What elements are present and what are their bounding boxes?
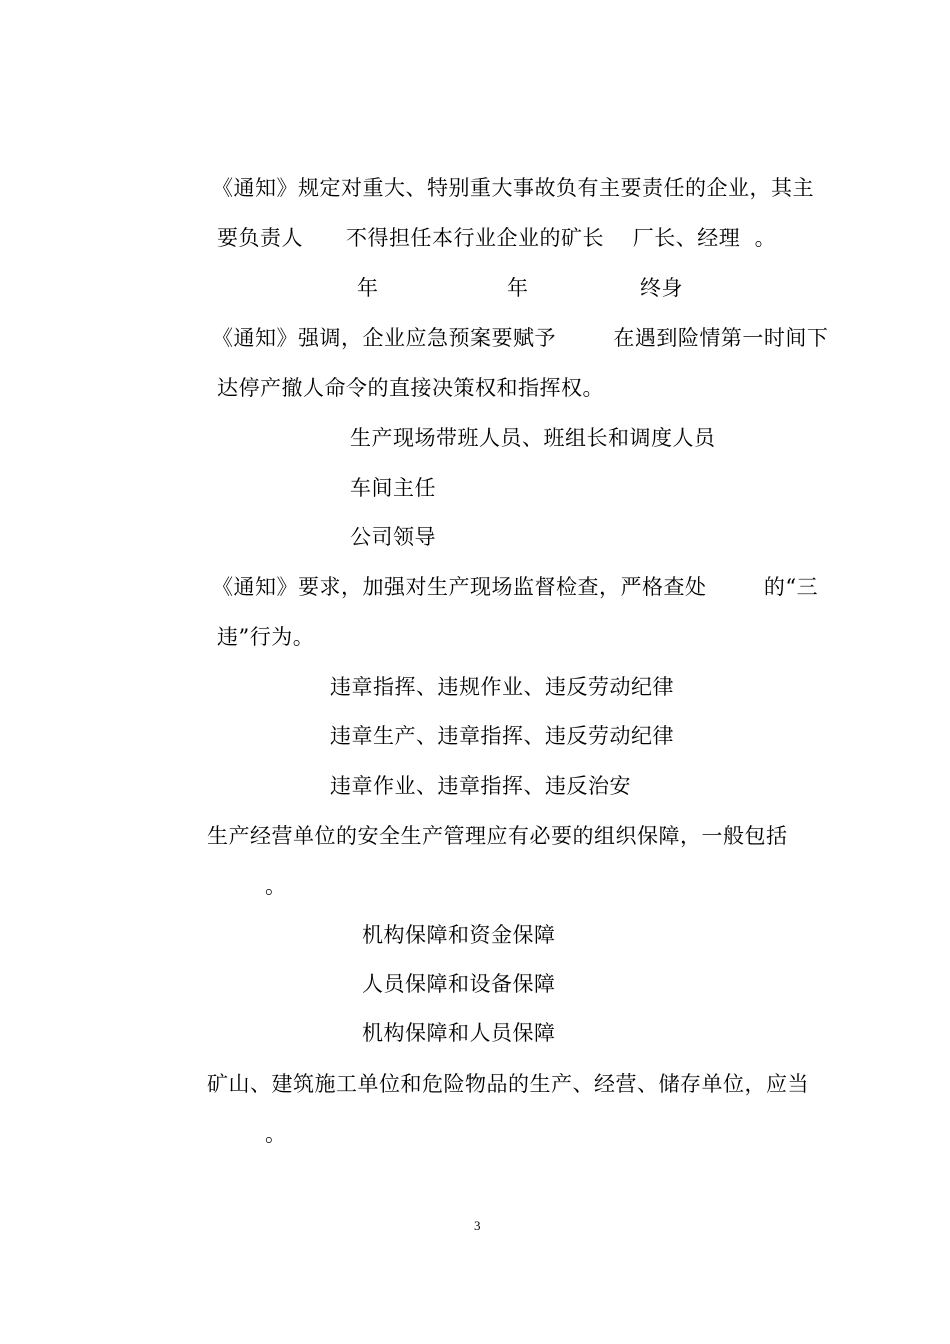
question-3-line-1: 《通知》要求，加强对生产现场监督检查，严格查处 的“三 <box>212 575 819 599</box>
page-number: 3 <box>474 1218 481 1233</box>
question-2-option-a: 生产现场带班人员、班组长和调度人员 <box>350 426 716 450</box>
question-2-option-c: 公司领导 <box>350 525 436 549</box>
question-1-option-a: 年 <box>357 276 379 300</box>
question-3-line-2: 违”行为。 <box>217 625 315 649</box>
question-5-line-2: 。 <box>265 1122 287 1146</box>
question-2-option-b: 车间主任 <box>350 476 436 500</box>
question-1-line-1: 《通知》规定对重大、特别重大事故负有主要责任的企业，其主 <box>212 176 814 200</box>
question-4-option-b: 人员保障和设备保障 <box>362 972 556 996</box>
question-1-option-c: 终身 <box>640 276 683 300</box>
question-2-line-1: 《通知》强调，企业应急预案要赋予 在遇到险情第一时间下 <box>212 326 829 350</box>
question-3-option-c: 违章作业、违章指挥、违反治安 <box>330 774 631 798</box>
question-3-option-a: 违章指挥、违规作业、违反劳动纪律 <box>330 675 674 699</box>
question-1-option-b: 年 <box>507 276 529 300</box>
question-3-option-b: 违章生产、违章指挥、违反劳动纪律 <box>330 724 674 748</box>
question-4-line-1: 生产经营单位的安全生产管理应有必要的组织保障，一般包括 <box>207 824 788 848</box>
question-4-option-a: 机构保障和资金保障 <box>362 923 556 947</box>
question-5-line-1: 矿山、建筑施工单位和危险物品的生产、经营、储存单位，应当 <box>207 1072 809 1096</box>
question-4-option-c: 机构保障和人员保障 <box>362 1021 556 1045</box>
question-4-line-2: 。 <box>265 874 287 898</box>
question-2-line-2: 达停产撤人命令的直接决策权和指挥权。 <box>217 376 604 400</box>
question-1-line-2: 要负责人 不得担任本行业企业的矿长 厂长、经理 。 <box>217 226 777 250</box>
